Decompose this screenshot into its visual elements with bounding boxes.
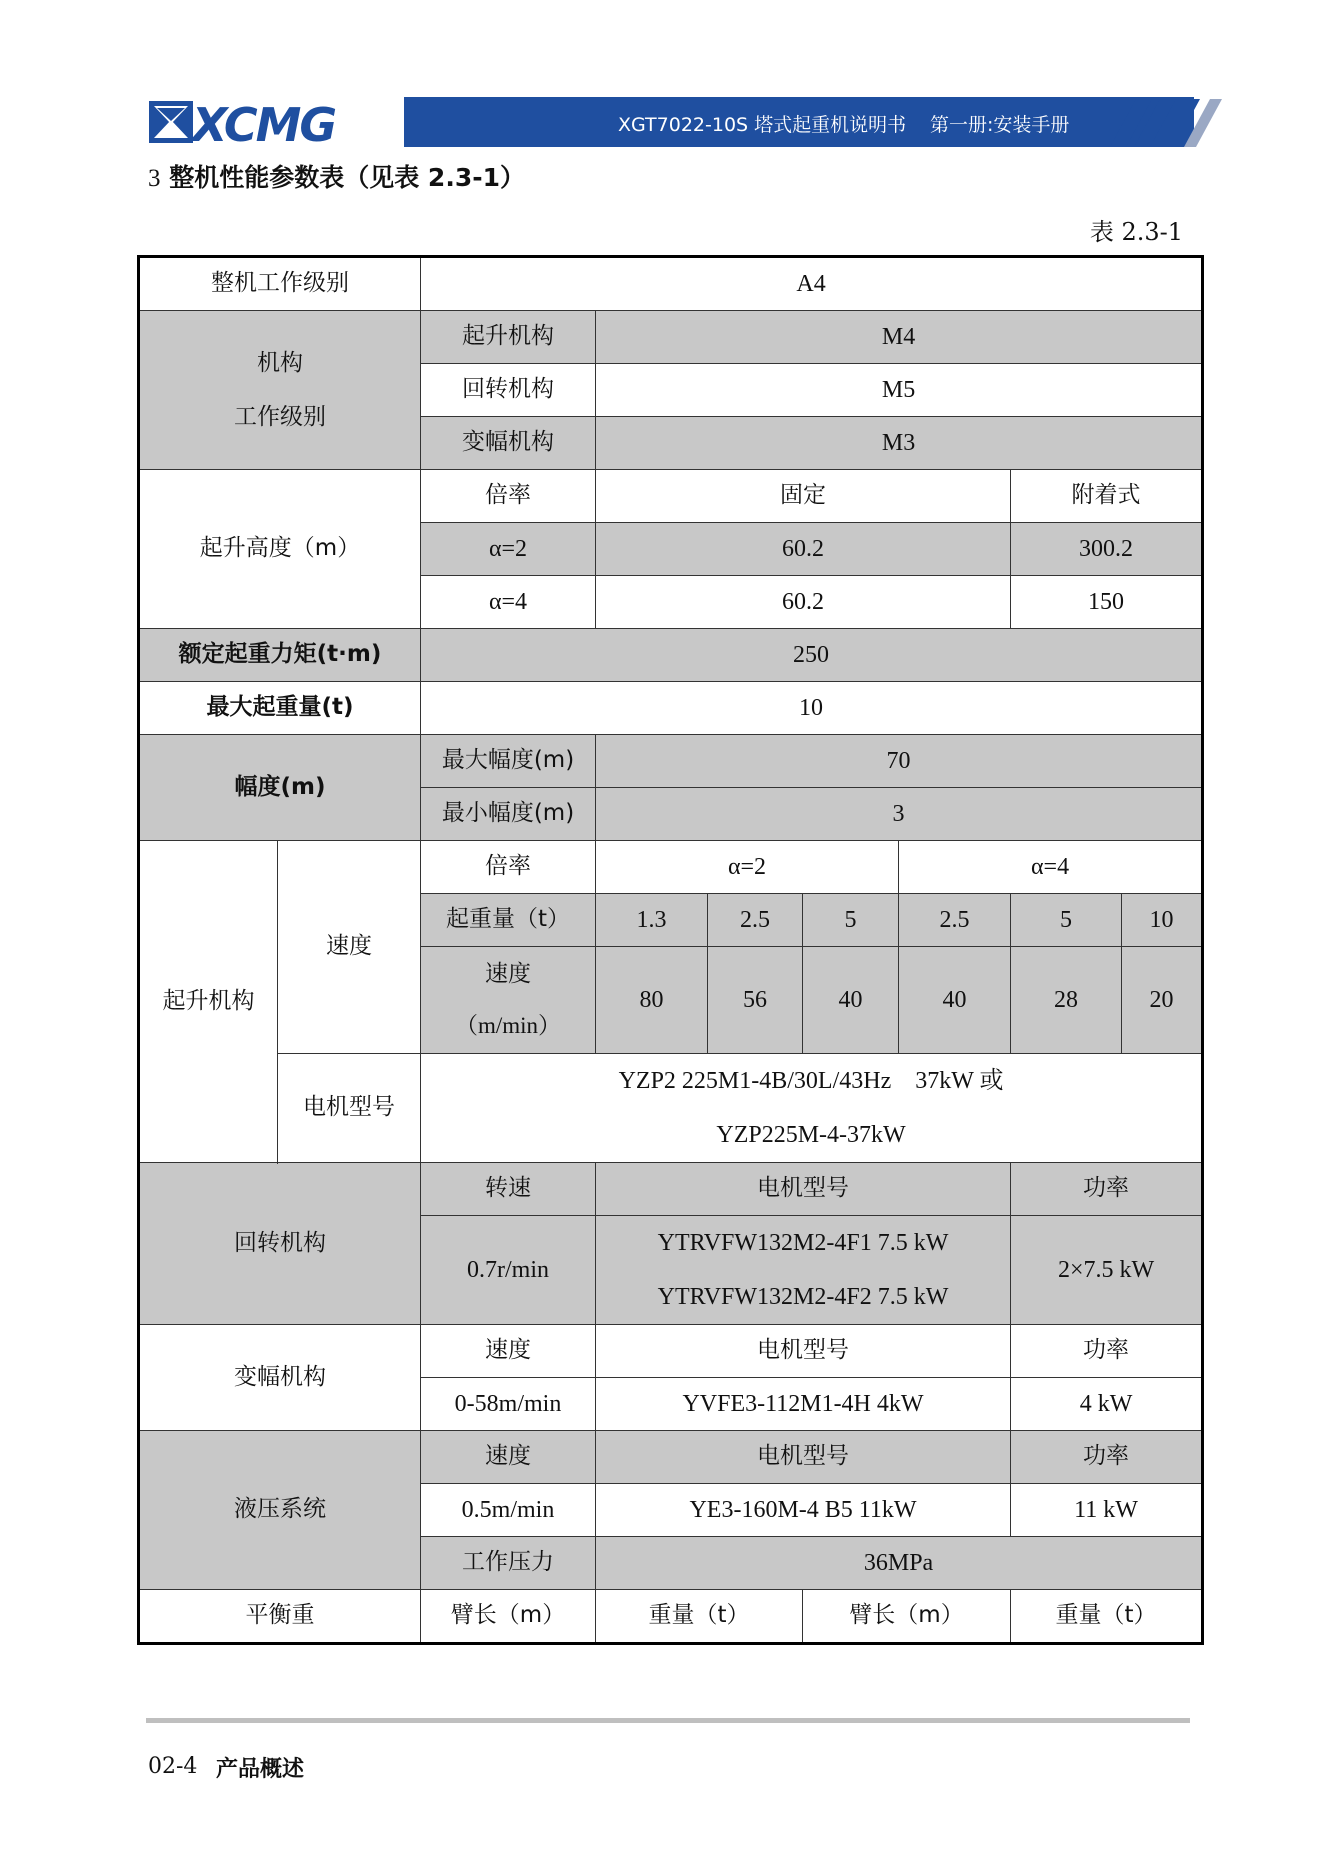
section-number: 3 <box>148 165 161 192</box>
max-load-label: 最大起重量(t) <box>139 682 421 735</box>
counterweight-header: 重量（t） <box>1011 1590 1203 1644</box>
table-row <box>139 257 1203 311</box>
slewing-label: 回转机构 <box>139 1163 421 1325</box>
lift-height-attached: 150 <box>1011 576 1203 629</box>
volume-title: 第一册:安装手册 <box>930 114 1070 136</box>
hoist-load: 5 <box>803 894 899 947</box>
table-row <box>139 470 1203 523</box>
counterweight-header: 臂长（m） <box>803 1590 1011 1644</box>
xcmg-logo <box>148 98 378 146</box>
hoist-speed: 20 <box>1149 986 1174 1013</box>
hoist-speed-unit-line2: （m/min） <box>454 1013 562 1038</box>
hoist-load-pair <box>1011 894 1203 947</box>
radius-name: 最小幅度(m) <box>421 788 596 841</box>
hoist-speed: 80 <box>596 947 708 1054</box>
header-band <box>404 97 1194 147</box>
section-heading: 整机性能参数表（见表 2.3-1） <box>169 163 525 192</box>
table-label: 表 2.3-1 <box>1089 218 1183 246</box>
hoist-ratio-label: 倍率 <box>421 841 596 894</box>
luffing-motor: YVFE3-112M1-4H 4kW <box>596 1378 1011 1431</box>
header-stripes-decoration <box>1100 97 1240 149</box>
max-load-value: 10 <box>421 682 1203 735</box>
luffing-speed: 0-58m/min <box>421 1378 596 1431</box>
hoist-speed: 28 <box>1011 947 1122 1053</box>
hydraulic-speed: 0.5m/min <box>421 1484 596 1537</box>
slewing-motor-line2: YTRVFW132M2-4F2 7.5 kW <box>657 1284 949 1310</box>
hoist-speed-label: 速度 <box>278 841 421 1054</box>
hoist-speed-pair <box>1011 947 1203 1054</box>
mechanism-value: M5 <box>596 364 1203 417</box>
slewing-motor <box>596 1216 1011 1325</box>
lift-height-fixed: 60.2 <box>596 576 1011 629</box>
hoist-speed-unit-line1: 速度 <box>485 961 531 987</box>
table-row <box>139 311 1203 364</box>
radius-name: 最大幅度(m) <box>421 735 596 788</box>
svg-text:XCMG: XCMG <box>192 98 336 146</box>
lift-height-header: 附着式 <box>1011 470 1203 523</box>
table-row <box>139 682 1203 735</box>
overall-class-value: A4 <box>421 257 1203 311</box>
mechanism-value: M3 <box>596 417 1203 470</box>
table-row <box>139 735 1203 788</box>
hoist-speed: 40 <box>803 947 899 1054</box>
hoist-speed: 40 <box>899 947 1011 1054</box>
doc-title: XGT7022-10S 塔式起重机说明书 <box>618 114 907 136</box>
slewing-header: 转速 <box>421 1163 596 1216</box>
mechanism-class-label <box>139 311 421 470</box>
counterweight-label: 平衡重 <box>139 1590 421 1644</box>
hydraulic-pressure-label: 工作压力 <box>421 1537 596 1590</box>
mechanism-class-label-line2: 工作级别 <box>234 404 326 430</box>
table-row <box>139 1325 1203 1378</box>
overall-class-label: 整机工作级别 <box>139 257 421 311</box>
hydraulic-motor: YE3-160M-4 B5 11kW <box>596 1484 1011 1537</box>
slewing-header: 功率 <box>1011 1163 1203 1216</box>
lift-height-label: 起升高度（m） <box>139 470 421 629</box>
luffing-power: 4 kW <box>1011 1378 1203 1431</box>
radius-label: 幅度(m) <box>139 735 421 841</box>
hoist-load: 1.3 <box>596 894 708 947</box>
mechanism-name: 回转机构 <box>421 364 596 417</box>
hoist-motor-value <box>421 1054 1203 1163</box>
hoist-load: 10 <box>1149 906 1174 933</box>
slewing-header: 电机型号 <box>596 1163 1011 1216</box>
luffing-header: 功率 <box>1011 1325 1203 1378</box>
counterweight-header: 重量（t） <box>596 1590 803 1644</box>
hydraulic-header: 功率 <box>1011 1431 1203 1484</box>
lift-height-header: 固定 <box>596 470 1011 523</box>
hydraulic-label: 液压系统 <box>139 1431 421 1590</box>
lift-height-attached: 300.2 <box>1011 523 1203 576</box>
table-row <box>139 1590 1203 1644</box>
hoist-ratio-a4: α=4 <box>899 841 1203 894</box>
radius-value: 70 <box>596 735 1203 788</box>
hoist-motor-line2: YZP225M-4-37kW <box>716 1122 906 1148</box>
luffing-label: 变幅机构 <box>139 1325 421 1431</box>
table-row <box>139 1431 1203 1484</box>
table-row <box>139 1054 1203 1163</box>
hydraulic-header: 速度 <box>421 1431 596 1484</box>
rated-moment-label: 额定起重力矩(t·m) <box>139 629 421 682</box>
table-row <box>139 629 1203 682</box>
slewing-power: 2×7.5 kW <box>1011 1216 1203 1325</box>
hydraulic-header: 电机型号 <box>596 1431 1011 1484</box>
lift-height-ratio: α=4 <box>421 576 596 629</box>
rated-moment-value: 250 <box>421 629 1203 682</box>
footer-section-label: 产品概述 <box>216 1757 305 1782</box>
footer-page-number: 02-4 <box>148 1754 198 1779</box>
hydraulic-power: 11 kW <box>1011 1484 1203 1537</box>
hoist-motor-line1: YZP2 225M1-4B/30L/43Hz 37kW 或 <box>618 1068 1004 1094</box>
slewing-speed: 0.7r/min <box>421 1216 596 1325</box>
luffing-header: 电机型号 <box>596 1325 1011 1378</box>
mechanism-class-label-line1: 机构 <box>257 350 303 376</box>
table-row <box>139 1163 1203 1216</box>
hoist-label: 起升机构 <box>139 841 278 1163</box>
table-row <box>139 841 1203 894</box>
hoist-motor-label: 电机型号 <box>278 1054 421 1163</box>
hoist-speed-unit-label <box>421 947 596 1054</box>
hoist-ratio-a2: α=2 <box>596 841 899 894</box>
mechanism-value: M4 <box>596 311 1203 364</box>
luffing-header: 速度 <box>421 1325 596 1378</box>
footer-rule <box>146 1718 1190 1723</box>
hoist-load-label: 起重量（t） <box>421 894 596 947</box>
radius-value: 3 <box>596 788 1203 841</box>
hoist-load: 2.5 <box>899 894 1011 947</box>
mechanism-name: 起升机构 <box>421 311 596 364</box>
lift-height-header: 倍率 <box>421 470 596 523</box>
hydraulic-pressure-value: 36MPa <box>596 1537 1203 1590</box>
mechanism-name: 变幅机构 <box>421 417 596 470</box>
slewing-motor-line1: YTRVFW132M2-4F1 7.5 kW <box>657 1230 949 1256</box>
lift-height-ratio: α=2 <box>421 523 596 576</box>
hoist-load: 5 <box>1011 894 1122 946</box>
counterweight-header: 臂长（m） <box>421 1590 596 1644</box>
lift-height-fixed: 60.2 <box>596 523 1011 576</box>
hoist-speed: 56 <box>708 947 803 1054</box>
section-title <box>148 158 525 194</box>
hoist-load: 2.5 <box>708 894 803 947</box>
performance-table <box>137 255 1204 1645</box>
